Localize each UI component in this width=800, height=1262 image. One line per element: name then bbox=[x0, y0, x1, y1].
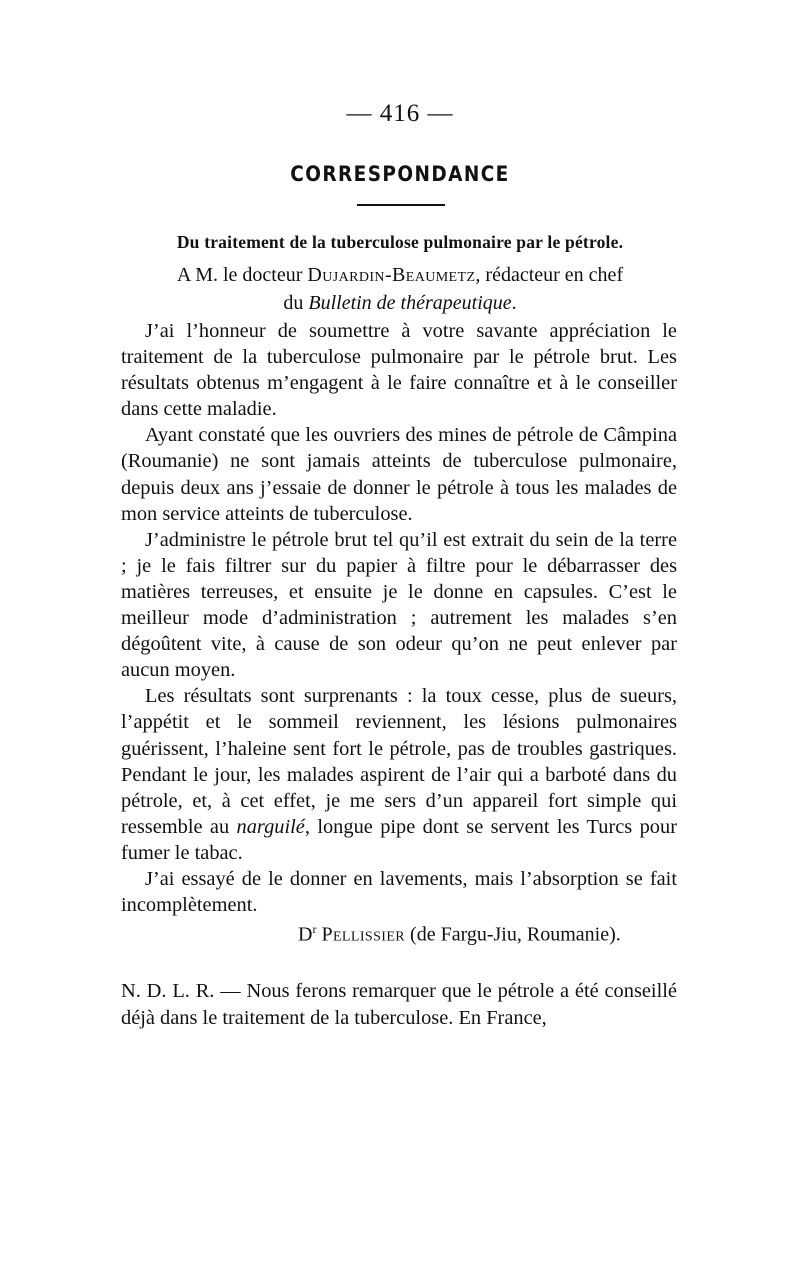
journal-line bbox=[0, 292, 800, 315]
addressee-line bbox=[0, 264, 800, 287]
signature-place: (de Fargu-Jiu, Roumanie). bbox=[405, 923, 621, 946]
addressee-prefix: A M. le docteur bbox=[176, 264, 308, 286]
editor-note-text: — Nous ferons remarquer que le pétrole a été conseillé déjà dans le traitement de la tuberculose. En France, bbox=[121, 980, 677, 1029]
journal-prefix: du bbox=[283, 292, 309, 314]
section-title: CORRESPONDANCE bbox=[290, 162, 510, 186]
editor-note-paragraph bbox=[121, 978, 677, 1032]
addressee-name: Dujardin-Beaumetz bbox=[307, 264, 476, 286]
paragraph-3: J’administre le pétrole brut tel qu’il est extrait du sein de la terre ; je le fais filtrer sur du papier à filtre pour le débarrasser des matières terreuses, et ensuite je le donne en capsules. C’est le meilleur mode d’administration ; autrement les malades s’en dégoûtent vite, à cause de son odeur qu’on ne peut enlever par aucun moyen. bbox=[121, 528, 677, 682]
signature-title: D bbox=[298, 923, 313, 946]
title-divider bbox=[357, 204, 445, 206]
paragraph-2: Ayant constaté que les ouvriers des mines de pétrole de Câmpina (Roumanie) ne sont jamais atteints de tuberculose pulmonaire, depuis deux ans j’essaie de donner le pétrole à tous les malades de mon service atteints de tuberculose. bbox=[121, 424, 677, 525]
editor-note bbox=[121, 978, 677, 1032]
paragraph-4 bbox=[121, 683, 677, 866]
paragraph-5: J’ai essayé de le donner en lavements, mais l’absorption se fait incomplètement. bbox=[121, 867, 677, 917]
signature-title-sup: r bbox=[312, 922, 317, 936]
article-title: Du traitement de la tuberculose pulmonaire par le pétrole. bbox=[176, 232, 624, 252]
page-number: — 416 — bbox=[346, 100, 454, 127]
paragraph-4-italic: narguilé bbox=[236, 815, 305, 838]
journal-suffix: . bbox=[511, 292, 517, 314]
paragraph-4-text: Les résultats sont surprenants : la toux cesse, plus de sueurs, l’appétit et le sommeil reviennent, les lésions pulmonaires guérissent, l’haleine sent fort le pétrole, pas de troubles gastriques. Pendant le jour, les malades aspirent de l’air qui a barboté dans du pétrole, et, à cet effet, je me sers d’un appareil fort simple qui ressemble au bbox=[121, 685, 677, 838]
paragraph-1: J’ai l’honneur de soumettre à votre savante appréciation le traitement de la tuberculose pulmonaire par le pétrole brut. Les résultats obtenus m’engagent à le faire connaître et à le conseiller dans cette maladie. bbox=[121, 320, 677, 421]
journal-name: Bulletin de thérapeutique bbox=[308, 292, 512, 314]
signature bbox=[298, 922, 621, 947]
letter-body bbox=[121, 318, 677, 918]
paragraph-4-end: , longue pipe dont se servent les Turcs pour fumer le tabac. bbox=[121, 815, 677, 864]
addressee-suffix: , rédacteur en chef bbox=[475, 264, 624, 286]
signature-name: Pellissier bbox=[321, 923, 406, 946]
editor-note-label: N. D. L. R. bbox=[121, 980, 215, 1002]
